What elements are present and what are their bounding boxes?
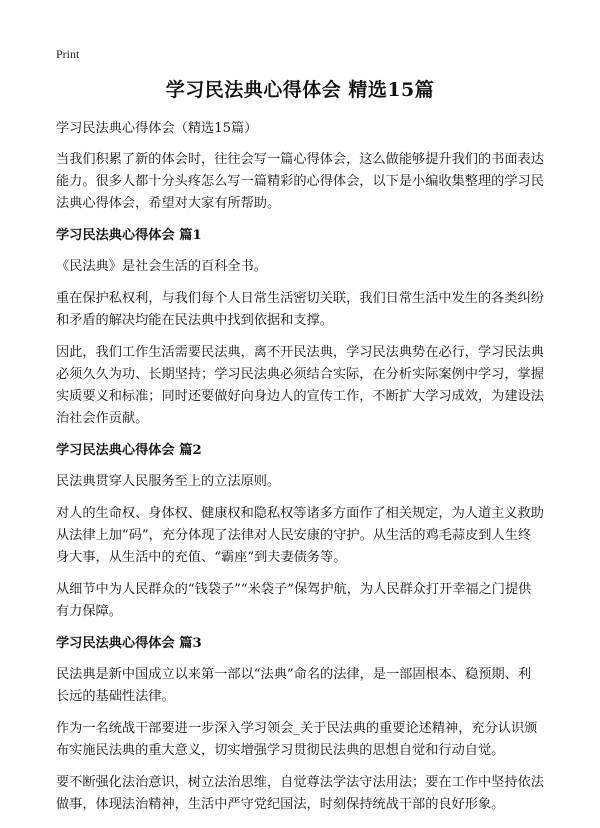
paragraph: 《民法典》是社会生活的百科全书。 — [56, 259, 267, 274]
paragraph: 从细节中为人民群众的“钱袋子”“米袋子”保驾护航，为人民群众打开幸福之门提供有力保障。 — [56, 582, 532, 619]
section-heading: 学习民法典心得体会 篇2 — [56, 443, 202, 458]
paragraph: 要不断强化法治意识，树立法治思维，自觉尊法学法守法用法；要在工作中坚持依法做事，体现法治精神，生活中严守党纪国法，时刻保持统战干部的良好形象。 — [56, 775, 544, 812]
paragraph: 民法典贯穿人民服务至上的立法原则。 — [56, 474, 281, 489]
print-link[interactable]: Print — [56, 47, 80, 61]
paragraph: 重在保护私权利，与我们每个人日常生活密切关联，我们日常生活中发生的各类纠纷和矛盾的解决均能在民法典中找到依据和支撑。 — [56, 291, 544, 328]
intro-paragraph: 当我们积累了新的体会时，往往会写一篇心得体会，这么做能够提升我们的书面表达能力。很多人都十分头疼怎么写一篇精彩的心得体会，以下是小编收集整理的学习民法典心得体会，希望对大家有所帮助。 — [56, 152, 544, 211]
paragraph: 对人的生命权、身体权、健康权和隐私权等诸多方面作了相关规定，为人道主义救助从法律上加“码”，充分体现了法律对人民安康的守护。从生活的鸡毛蒜皮到人生终身大事，从生活中的充值、“霸座”到夫妻债务等。 — [56, 506, 544, 565]
section-heading: 学习民法典心得体会 篇1 — [56, 228, 202, 243]
article-body — [56, 118, 544, 826]
section-heading: 学习民法典心得体会 篇3 — [56, 636, 202, 651]
paragraph: 民法典是新中国成立以来第一部以“法典”命名的法律，是一部固根本、稳预期、利长远的基础性法律。 — [56, 667, 532, 704]
paragraph: 作为一名统战干部要进一步深入学习领会_关于民法典的重要论述精神，充分认识颁布实施民法典的重大意义，切实增强学习贯彻民法典的思想自觉和行动自觉。 — [56, 721, 538, 758]
paragraph: 因此，我们工作生活需要民法典，离不开民法典，学习民法典势在必行，学习民法典必须久久为功、长期坚持；学习民法典必须结合实际，在分析实际案例中学习，掌握实质要义和标准；同时还要做好向身边人的宣传工作，不断扩大学习成效，为建设法治社会作贡献。 — [56, 345, 544, 426]
page-title: 学习民法典心得体会 精选15篇 — [165, 79, 435, 101]
article-subtitle: 学习民法典心得体会（精选15篇） — [56, 121, 258, 136]
